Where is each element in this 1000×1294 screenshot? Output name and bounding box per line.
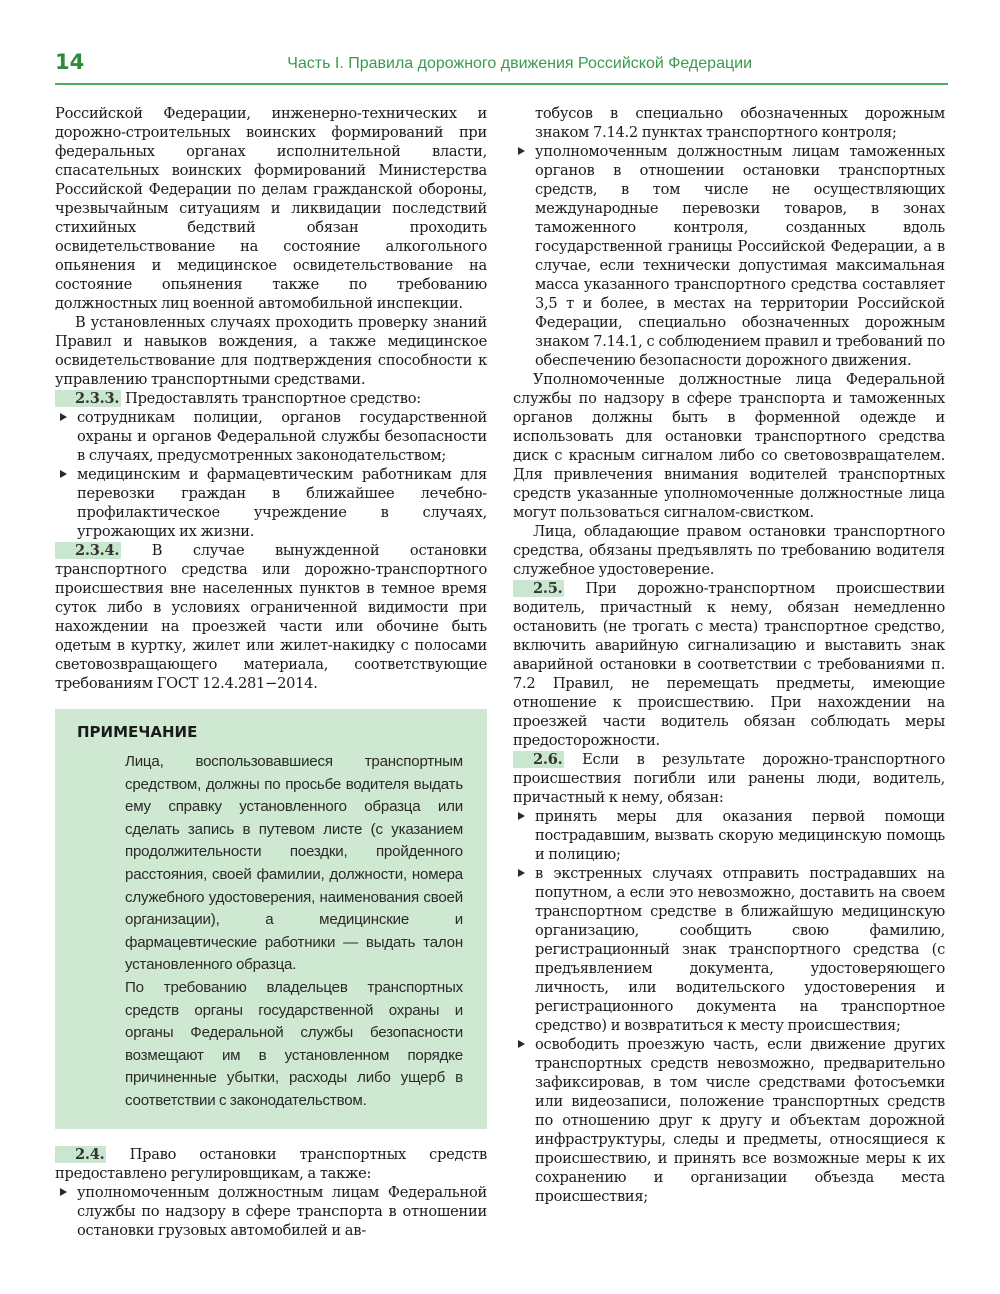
section-2-6 (513, 750, 945, 807)
running-title: Часть I. Правила дорожного движения Российской Федерации (287, 55, 752, 72)
section-number: 2.5. (513, 580, 564, 597)
list-item: в экстренных случаях отправить пострадавших на попутном, а если это невозможно, доставить на своем транспортном средстве в ближайшую медицинскую организацию, сообщить свою фамилию, регистрационный знак транспортного средства (с предъявлением документа, удостоверяющего личность, или водительского удостоверения и регистрационного документа на транспортное средство) и возвратиться к месту происшествия; (513, 864, 945, 1035)
section-text: Право остановки транспортных средств предоставлено регулировщикам, а также: (55, 1145, 487, 1182)
section-2-3-3 (55, 389, 487, 408)
page-number: 14 (55, 50, 85, 74)
section-number: 2.3.3. (55, 390, 121, 407)
paragraph: Российской Федерации, инженерно-технических и дорожно-строительных воинских формирований при федеральных органах исполнительной власти, спасательных воинских формирований Министерства Российской Федерации по делам гражданской обороны, чрезвычайным ситуациям и ликвидации последствий стихийных бедствий обязан проходить освидетельствование на состояние алкогольного опьянения и медицинское освидетельствование на состояние опьянения также по требованию должностных лиц военной автомобильной инспекции. (55, 105, 487, 312)
bullet-triangle-icon (518, 147, 525, 155)
note-title: ПРИМЕЧАНИЕ (77, 723, 198, 741)
right-column (513, 104, 945, 1206)
bullet-triangle-icon (518, 812, 525, 820)
paragraph: Уполномоченные должностные лица Федеральной службы по надзору в сфере транспорта и таможенных органов должны быть в форменной одежде и использовать для остановки транспортного средства диск с красным сигналом либо со световозвращателем. Для привлечения внимания водителей транспортных средств указанные уполномоченные должностные лица могут пользоваться сигналом-свистком. (513, 371, 945, 521)
bullet-list (513, 807, 945, 1206)
bullet-triangle-icon (518, 1040, 525, 1048)
bullet-triangle-icon (60, 1188, 67, 1196)
list-item: освободить проезжую часть, если движение других транспортных средств невозможно, предварительно зафиксировав, в том числе средствами фотосъемки или видеозаписи, положение транспортных средств по отношению друг к другу и объектам дорожной инфраструктуры, следы и предметы, относящиеся к происшествию, и принять все возможные меры к их сохранению и организации объезда места происшествия; (513, 1035, 945, 1206)
note-body (77, 751, 463, 1113)
list-item: уполномоченным должностным лицам Федеральной службы по надзору в сфере транспорта в отношении остановки грузовых автомобилей и ав- (55, 1183, 487, 1240)
section-number: 2.3.4. (55, 542, 121, 559)
bullet-triangle-icon (518, 869, 525, 877)
list-item: сотрудникам полиции, органов государственной охраны и органов Федеральной службы безопасности в случаях, предусмотренных законодательством; (55, 408, 487, 465)
page-header (55, 50, 948, 86)
bullet-list (55, 1183, 487, 1240)
paragraph: В установленных случаях проходить проверку знаний Правил и навыков вождения, а также медицинское освидетельствование для подтверждения способности к управлению транспортными средствами. (55, 314, 487, 388)
header-rule (55, 83, 948, 85)
section-number: 2.4. (55, 1146, 106, 1163)
note-box (55, 709, 487, 1129)
section-text: В случае вынужденной остановки транспортного средства или дорожно-транспортного происшествия вне населенных пунктов в темное время суток либо в условиях ограниченной видимости при нахождении на проезжей части или обочине быть одетым в куртку, жилет или жилет-накидку с полосами световозвращающего материала, соответствующие требованиям ГОСТ 12.4.281−2014. (55, 542, 487, 692)
list-item: медицинским и фармацевтическим работникам для перевозки граждан в ближайшее лечебно-профилактическое учреждение в случаях, угрожающих их жизни. (55, 465, 487, 541)
list-item-continued: тобусов в специально обозначенных дорожным знаком 7.14.2 пунктах транспортного контроля; (535, 105, 945, 141)
section-text: При дорожно-транспортном происшествии водитель, причастный к нему, обязан немедленно остановить (не трогать с места) транспортное средство, включить аварийную сигнализацию и выставить знак аварийной остановки в соответствии с требованиями п. 7.2 Правил, не перемещать предметы, имеющие отношение к происшествию. При нахождении на проезжей части водитель обязан соблюдать меры предосторожности. (513, 580, 945, 749)
bullet-list (513, 104, 945, 370)
section-2-5 (513, 579, 945, 750)
section-2-3-4 (55, 541, 487, 693)
section-number: 2.6. (513, 751, 564, 768)
note-paragraph: По требованию владельцев транспортных средств органы государственной охраны и органы Федеральной службы безопасности возмещают им в установленном порядке причиненные убытки, расходы либо ущерб в соответствии с законодательством. (125, 978, 463, 1109)
bullet-triangle-icon (60, 470, 67, 478)
bullet-list (55, 408, 487, 541)
list-item: принять меры для оказания первой помощи пострадавшим, вызвать скорую медицинскую помощь и полицию; (513, 807, 945, 864)
list-item: уполномоченным должностным лицам таможенных органов в отношении остановки транспортных средств, в том числе не осуществляющих международные перевозки товаров, в зонах таможенного контроля, созданных вдоль государственной границы Российской Федерации, а в случае, если технически допустимая максимальная масса указанного транспортного средства составляет 3,5 т и более, в местах на территории Российской Федерации, специально обозначенных дорожным знаком 7.14.1, с соблюдением правил и требований по обеспечению безопасности дорожного движения. (513, 142, 945, 370)
section-text: Предоставлять транспортное средство: (121, 390, 421, 407)
left-column (55, 104, 487, 1240)
paragraph: Лица, обладающие правом остановки транспортного средства, обязаны предъявлять по требованию водителя служебное удостоверение. (513, 523, 945, 578)
section-2-4 (55, 1145, 487, 1183)
section-text: Если в результате дорожно-транспортного происшествия погибли или ранены люди, водитель, причастный к нему, обязан: (513, 751, 945, 806)
bullet-triangle-icon (60, 413, 67, 421)
note-paragraph: Лица, воспользовавшиеся транспортным средством, должны по просьбе водителя выдать ему справку установленного образца или сделать запись в путевом листе (с указанием продолжительности поездки, пройденного расстояния, своей фамилии, должности, номера служебного удостоверения, наименования своей организации), а медицинские и фармацевтические работники — выдать талон установленного образца. (125, 753, 463, 974)
